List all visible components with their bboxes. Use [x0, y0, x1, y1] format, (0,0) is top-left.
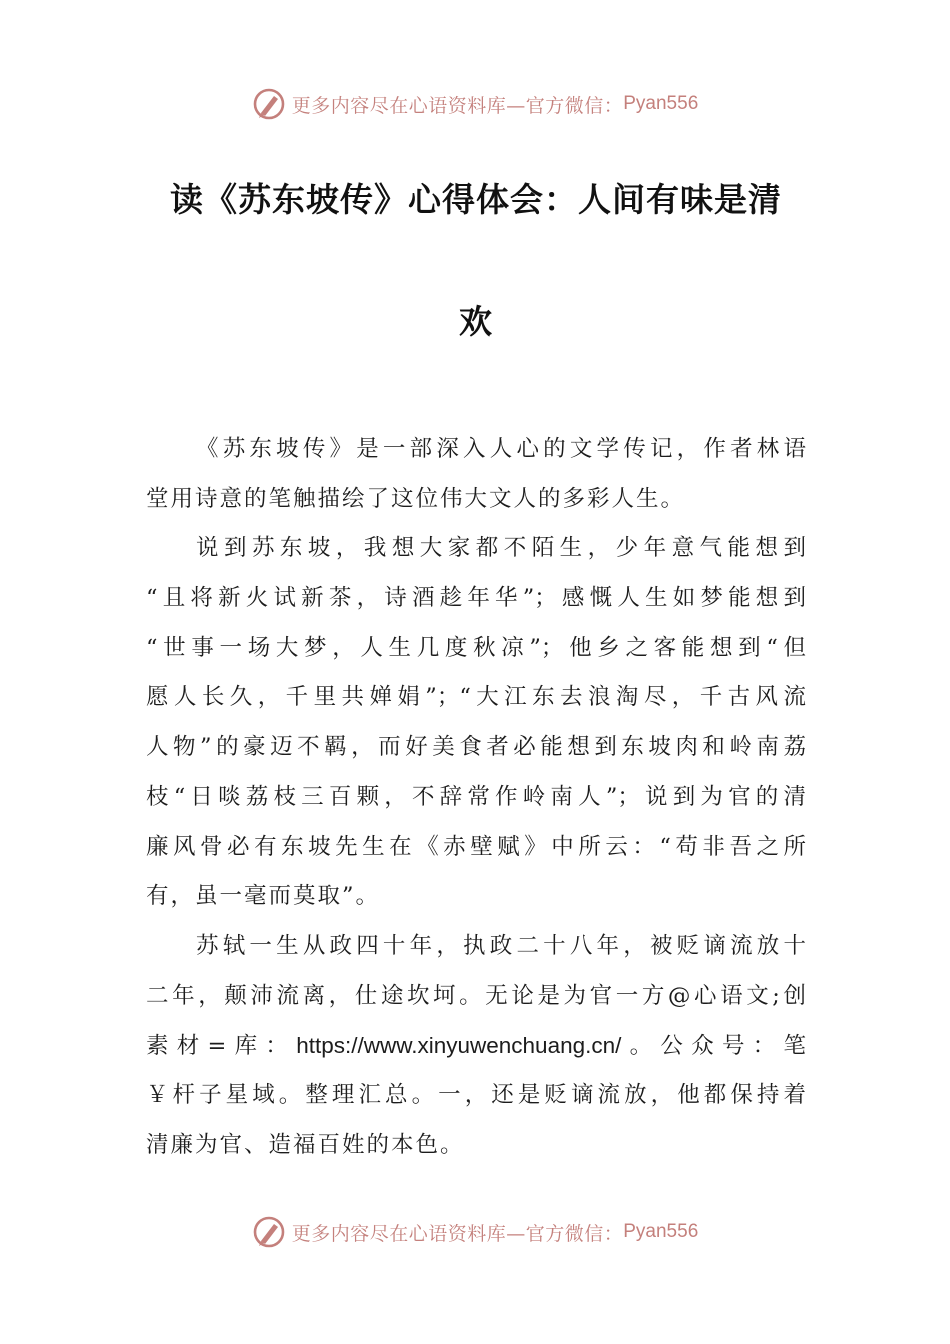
text-line-with-url — [146, 1021, 806, 1071]
banner-text: 更多内容尽在心语资料库—官方微信： — [291, 94, 624, 117]
banner-wechat-id: Pyan556 — [623, 1221, 699, 1242]
pen-circle-icon — [252, 87, 286, 121]
text-line: 人物”的豪迈不羁，而好美食者必能想到东坡肉和岭南荔 — [146, 734, 806, 761]
pen-circle-icon — [252, 1215, 286, 1249]
url-line-suffix: 。公众号：笔 — [621, 1033, 806, 1060]
paragraph-2 — [146, 524, 806, 922]
banner-text: 更多内容尽在心语资料库—官方微信： — [291, 1222, 624, 1245]
text-line: 有，虽一毫而莫取”。 — [146, 883, 381, 910]
text-line: 清廉为官、造福百姓的本色。 — [146, 1131, 465, 1158]
paragraph-3 — [146, 922, 806, 1170]
text-line: 堂用诗意的笔触描绘了这位伟大文人的多彩人生。 — [146, 485, 686, 512]
title-line-1: 读《苏东坡传》心得体会：人间有味是清 — [170, 180, 782, 219]
text-line: 廉风骨必有东坡先生在《赤壁赋》中所云：“苟非吾之所 — [146, 833, 806, 860]
text-line: 《苏东坡传》是一部深入人心的文学传记，作者林语 — [196, 436, 806, 462]
text-line: “世事一场大梦，人生几度秋凉”；他乡之客能想到“但 — [146, 634, 806, 661]
banner-wechat-id: Pyan556 — [623, 93, 699, 114]
document-title — [146, 170, 806, 352]
header-watermark-banner — [0, 84, 950, 124]
website-url: https://www.xinyuwenchuang.cn/ — [296, 1033, 622, 1059]
text-line: 说到苏东坡，我想大家都不陌生，少年意气能想到 — [196, 535, 806, 562]
text-line: 愿人长久，千里共婵娟”；“大江东去浪淘尽，千古风流 — [146, 684, 806, 711]
text-line: 苏轼一生从政四十年，执政二十八年，被贬谪流放十 — [196, 932, 806, 959]
text-line: 二年，颠沛流离，仕途坎坷。无论是为官一方@心语文;创 — [146, 982, 806, 1009]
text-line: 枝“日啖荔枝三百颗，不辞常作岭南人”；说到为官的清 — [146, 783, 806, 810]
article-body — [146, 425, 806, 1170]
text-line: ￥杆子星域。整理汇总。一，还是贬谪流放，他都保持着 — [146, 1081, 806, 1108]
title-line-2: 欢 — [459, 302, 493, 341]
url-line-prefix: 素材=库： — [146, 1033, 297, 1060]
text-line: “且将新火试新茶，诗酒趁年华”；感慨人生如梦能想到 — [146, 585, 806, 612]
footer-watermark-banner — [0, 1212, 950, 1252]
paragraph-1 — [146, 425, 806, 524]
